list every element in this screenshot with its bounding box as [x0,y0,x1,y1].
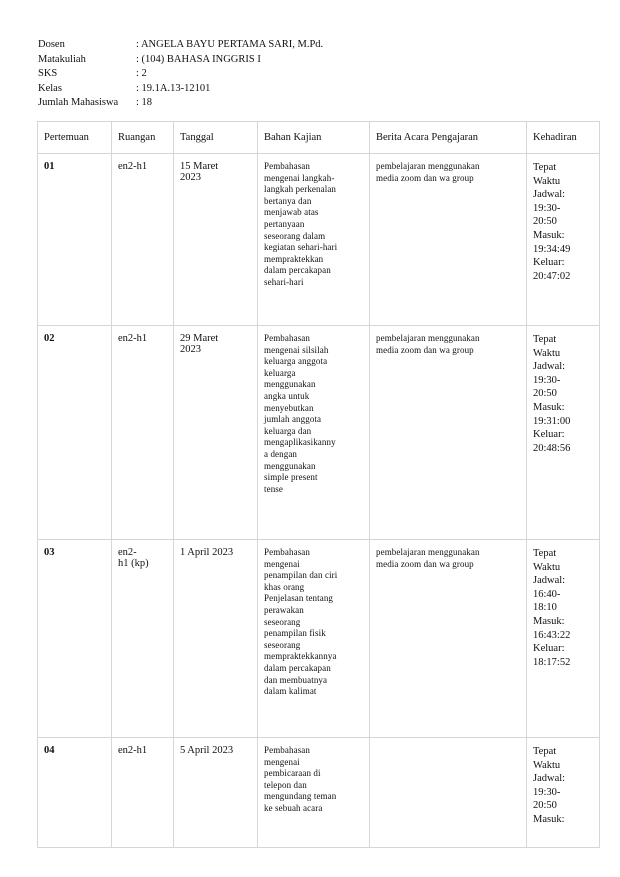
header-bahan-kajian: Bahan Kajian [258,122,370,154]
info-dosen [38,38,323,53]
header-ruangan: Ruangan [112,122,174,154]
cell-pertemuan: 04 [38,738,112,848]
cell-bahan-kajian: Pembahasan mengenai penampilan dan ciri khas orang Penjelasan tentang perawakan seseorang penampilan fisik seseorang mempraktekkannya dalam percakapan dan membuatnya dalam kalimat [258,540,370,738]
info-dosen-value: : ANGELA BAYU PERTAMA SARI, M.Pd. [136,38,323,53]
header-berita-acara: Berita Acara Pengajaran [370,122,527,154]
info-jumlah-label: Jumlah Mahasiswa [38,97,119,109]
info-sks-value: : 2 [136,67,147,82]
cell-ruangan: en2-h1 [112,738,174,848]
info-sks [38,67,323,82]
cell-berita-acara: pembelajaran menggunakan media zoom dan wa group [370,540,527,738]
cell-kehadiran: Tepat Waktu Jadwal: 19:30- 20:50 Masuk: [527,738,600,848]
table-header-row [38,122,600,154]
header-tanggal: Tanggal [174,122,258,154]
info-matakuliah-value: : (104) BAHASA INGGRIS I [136,53,261,68]
info-jumlah [38,96,323,111]
table-row [38,738,600,848]
cell-tanggal: 1 April 2023 [174,540,258,738]
info-kelas-value: : 19.1A.13-12101 [136,82,210,97]
info-sks-label: SKS [38,68,58,80]
cell-bahan-kajian: Pembahasan mengenai langkah- langkah perkenalan bertanya dan menjawab atas pertanyaan seseorang dalam kegiatan sehari-hari mempraktekkan dalam percakapan sehari-hari [258,154,370,326]
table-row [38,540,600,738]
table-row [38,326,600,540]
cell-kehadiran: Tepat Waktu Jadwal: 19:30- 20:50 Masuk: 19:31:00 Keluar: 20:48:56 [527,326,600,540]
cell-tanggal: 29 Maret 2023 [174,326,258,540]
cell-pertemuan: 02 [38,326,112,540]
cell-bahan-kajian: Pembahasan mengenai silsilah keluarga anggota keluarga menggunakan angka untuk menyebutkan jumlah anggota keluarga dan mengaplikasikanny a dengan menggunakan simple present tense [258,326,370,540]
cell-ruangan: en2- h1 (kp) [112,540,174,738]
header-pertemuan: Pertemuan [38,122,112,154]
cell-tanggal: 5 April 2023 [174,738,258,848]
info-dosen-label: Dosen [38,39,65,50]
cell-pertemuan: 01 [38,154,112,326]
header-kehadiran: Kehadiran [527,122,600,154]
info-kelas-label: Kelas [38,82,62,94]
cell-kehadiran: Tepat Waktu Jadwal: 16:40- 18:10 Masuk: 16:43:22 Keluar: 18:17:52 [527,540,600,738]
attendance-table [37,121,600,848]
cell-kehadiran: Tepat Waktu Jadwal: 19:30- 20:50 Masuk: 19:34:49 Keluar: 20:47:02 [527,154,600,326]
cell-berita-acara: pembelajaran menggunakan media zoom dan wa group [370,326,527,540]
cell-berita-acara: pembelajaran menggunakan media zoom dan wa group [370,154,527,326]
table-row [38,154,600,326]
info-kelas [38,82,323,97]
info-matakuliah-label: Matakuliah [38,53,86,65]
cell-berita-acara [370,738,527,848]
cell-tanggal: 15 Maret 2023 [174,154,258,326]
cell-ruangan: en2-h1 [112,326,174,540]
cell-bahan-kajian: Pembahasan mengenai pembicaraan di telepon dan mengundang teman ke sebuah acara [258,738,370,848]
cell-ruangan: en2-h1 [112,154,174,326]
info-matakuliah [38,53,323,68]
info-jumlah-value: : 18 [136,96,152,111]
course-info [38,38,323,111]
cell-pertemuan: 03 [38,540,112,738]
